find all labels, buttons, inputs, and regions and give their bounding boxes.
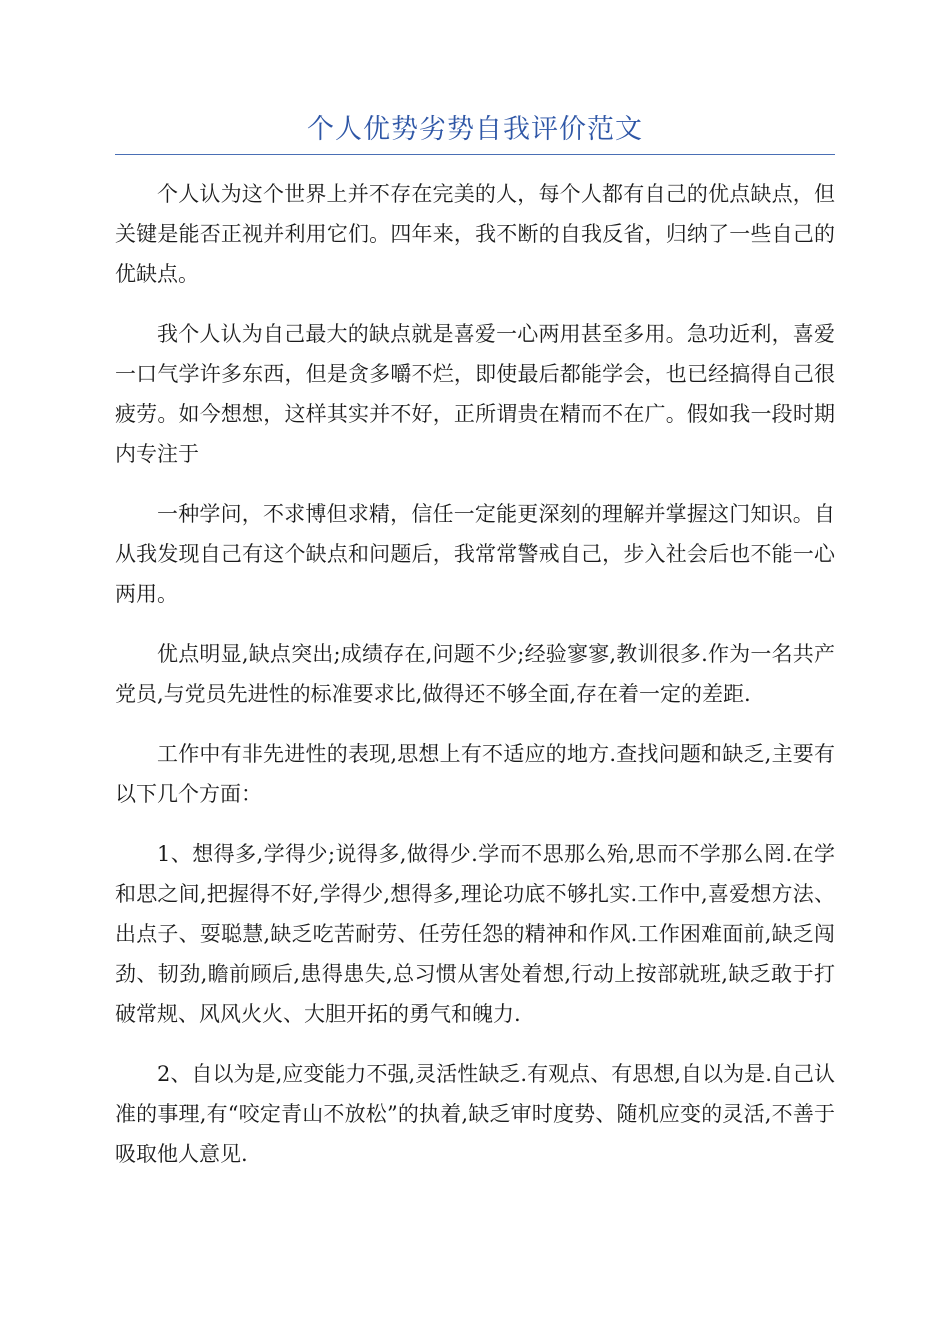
paragraph-2: 我个人认为自己最大的缺点就是喜爱一心两用甚至多用。急功近利，喜爱一口气学许多东西，但是贪多嚼不烂，即使最后都能学会，也已经搞得自己很疲劳。如今想想，这样其实并不好，正所谓贵在精而不在广。假如我一段时期内专注于 [115, 322, 835, 466]
paragraph-4: 优点明显,缺点突出;成绩存在,问题不少;经验寥寥,教训很多.作为一名共产党员,与党员先进性的标准要求比,做得还不够全面,存在着一定的差距. [115, 642, 835, 706]
paragraph-7: 2、自以为是,应变能力不强,灵活性缺乏.有观点、有思想,自以为是.自己认准的事理,有“咬定青山不放松”的执着,缺乏审时度势、随机应变的灵活,不善于吸取他人意见. [115, 1062, 835, 1166]
document-title: 个人优势劣势自我评价范文 [307, 114, 643, 145]
paragraph-3: 一种学问，不求博但求精，信任一定能更深刻的理解并掌握这门知识。自从我发现自己有这个缺点和问题后，我常常警戒自己，步入社会后也不能一心两用。 [115, 502, 835, 606]
paragraph-1: 个人认为这个世界上并不存在完美的人，每个人都有自己的优点缺点，但关键是能否正视并利用它们。四年来，我不断的自我反省，归纳了一些自己的优缺点。 [115, 182, 835, 286]
document-body [115, 174, 835, 1194]
paragraph-5: 工作中有非先进性的表现,思想上有不适应的地方.查找问题和缺乏,主要有以下几个方面： [115, 742, 835, 806]
title-underline [115, 154, 835, 155]
paragraph-6: 1、想得多,学得少;说得多,做得少.学而不思那么殆,思而不学那么罔.在学和思之间,把握得不好,学得少,想得多,理论功底不够扎实.工作中,喜爱想方法、出点子、耍聪慧,缺乏吃苦耐劳、任劳任怨的精神和作风.工作困难面前,缺乏闯劲、韧劲,瞻前顾后,患得患失,总习惯从害处着想,行动上按部就班,缺乏敢于打破常规、风风火火、大胆开拓的勇气和魄力. [115, 842, 835, 1026]
